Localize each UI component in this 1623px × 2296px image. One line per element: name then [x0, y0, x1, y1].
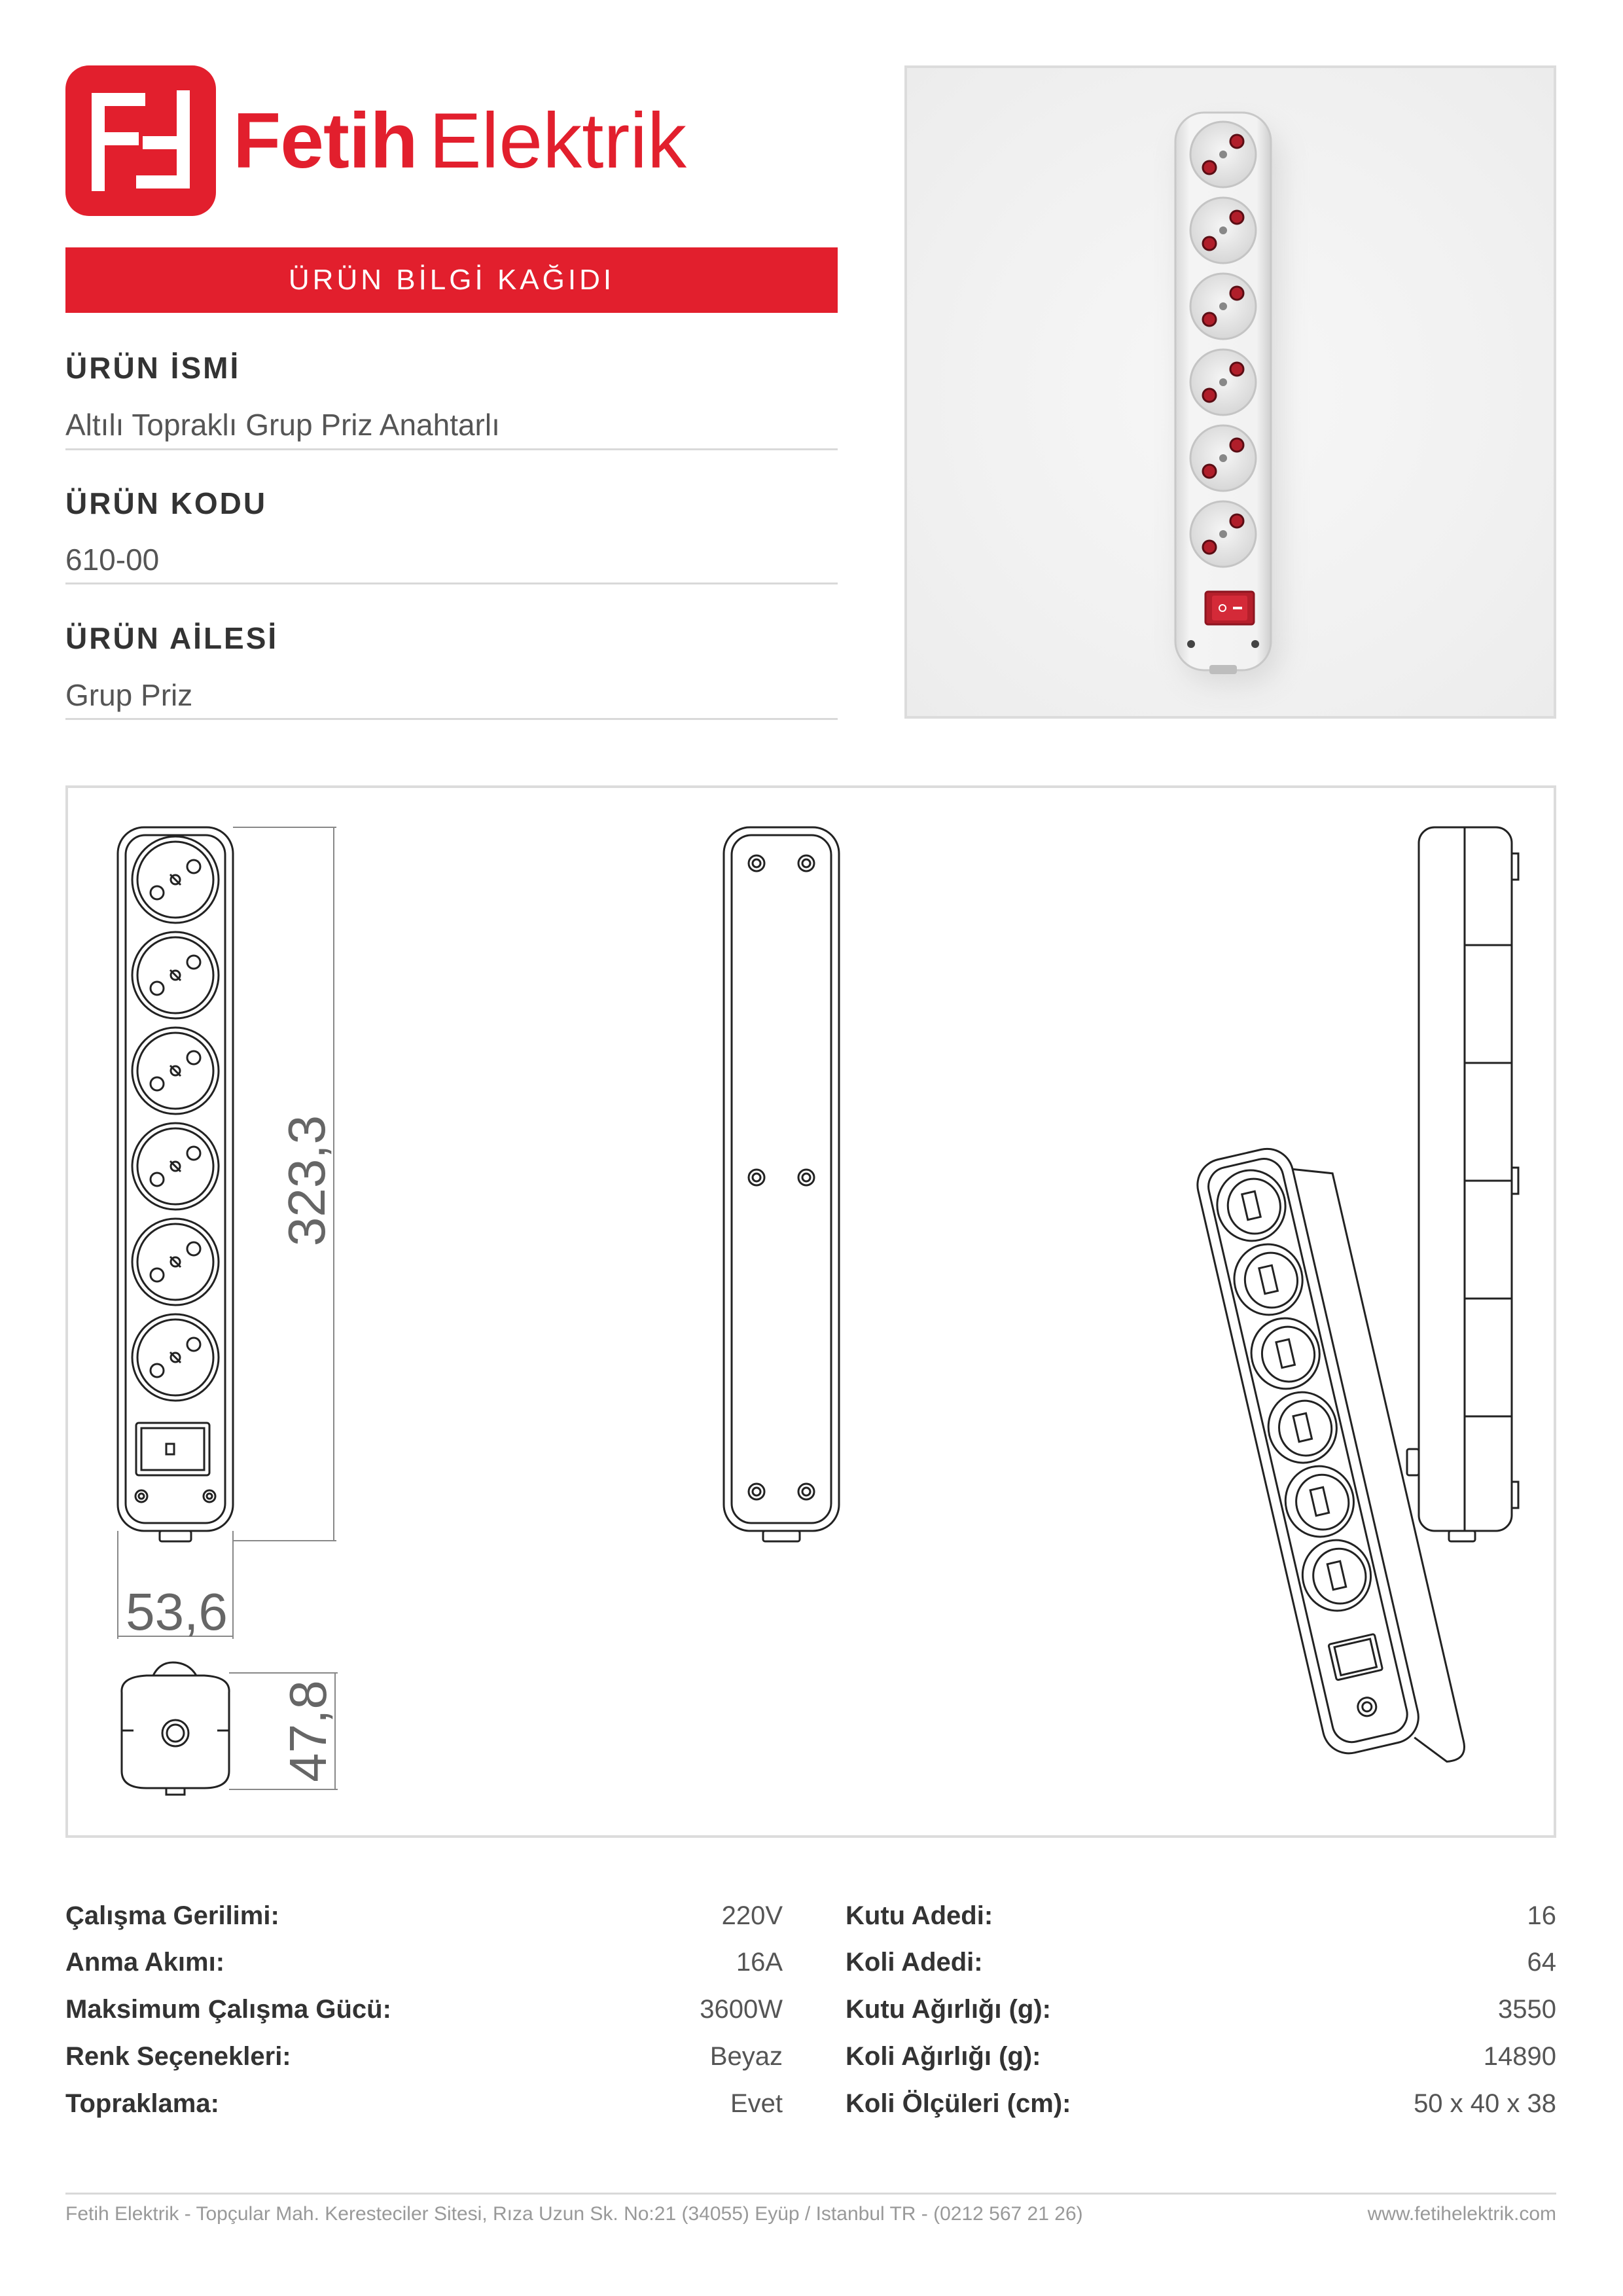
brand-name-bold: Fetih [233, 97, 418, 185]
dimension-width: 53,6 [126, 1583, 228, 1641]
spec-value: 50 x 40 x 38 [1414, 2089, 1556, 2118]
spec-label: Çalışma Gerilimi: [65, 1901, 279, 1930]
brand-name-light: Elektrik [429, 97, 687, 185]
document-title-banner: ÜRÜN BİLGİ KAĞIDI [65, 247, 838, 313]
spec-label: Topraklama: [65, 2089, 219, 2118]
spec-label: Koli Ölçüleri (cm): [846, 2089, 1071, 2118]
spec-label: Koli Ağırlığı (g): [846, 2042, 1041, 2071]
product-code-label: ÜRÜN KODU [65, 486, 268, 520]
dimension-length: 323,3 [277, 1115, 336, 1247]
spec-value: 3550 [1498, 1995, 1556, 2024]
product-family-label: ÜRÜN AİLESİ [65, 621, 279, 655]
product-name-value: Altılı Topraklı Grup Priz Anahtarlı [65, 408, 500, 442]
footer-address: Fetih Elektrik - Topçular Mah. Keresteciler Sitesi, Rıza Uzun Sk. No:21 (34055) Eyüp / Istanbul TR - (0212 567 21 26) [65, 2203, 1083, 2225]
dimension-height: 47,8 [279, 1680, 337, 1782]
product-family-value: Grup Priz [65, 678, 193, 712]
product-photo [904, 65, 1556, 719]
spec-label: Koli Adedi: [846, 1948, 983, 1977]
brand-logo-icon [65, 65, 216, 216]
spec-value: 220V [721, 1901, 783, 1930]
technical-drawing-panel [65, 785, 1556, 1838]
power-strip-photo-icon [907, 68, 1554, 716]
spec-value: 16 [1527, 1901, 1556, 1930]
spec-label: Maksimum Çalışma Gücü: [65, 1995, 391, 2024]
product-name-label: ÜRÜN İSMİ [65, 351, 241, 385]
spec-value: Beyaz [709, 2042, 783, 2071]
spec-value: 3600W [700, 1995, 783, 2024]
divider [65, 718, 838, 720]
spec-value: 14890 [1483, 2042, 1556, 2071]
spec-value: 64 [1527, 1948, 1556, 1977]
divider [65, 448, 838, 450]
spec-value: Evet [730, 2089, 783, 2118]
divider [65, 583, 838, 584]
product-code-value: 610-00 [65, 543, 160, 577]
brand-name [233, 98, 687, 183]
spec-label: Kutu Ağırlığı (g): [846, 1995, 1051, 2024]
spec-label: Anma Akımı: [65, 1948, 225, 1977]
spec-label: Renk Seçenekleri: [65, 2042, 291, 2071]
spec-value: 16A [736, 1948, 783, 1977]
spec-label: Kutu Adedi: [846, 1901, 993, 1930]
footer-website-link[interactable]: www.fetihelektrik.com [1367, 2203, 1556, 2225]
technical-drawings-icon [68, 788, 1554, 1835]
footer-divider [65, 2193, 1556, 2195]
